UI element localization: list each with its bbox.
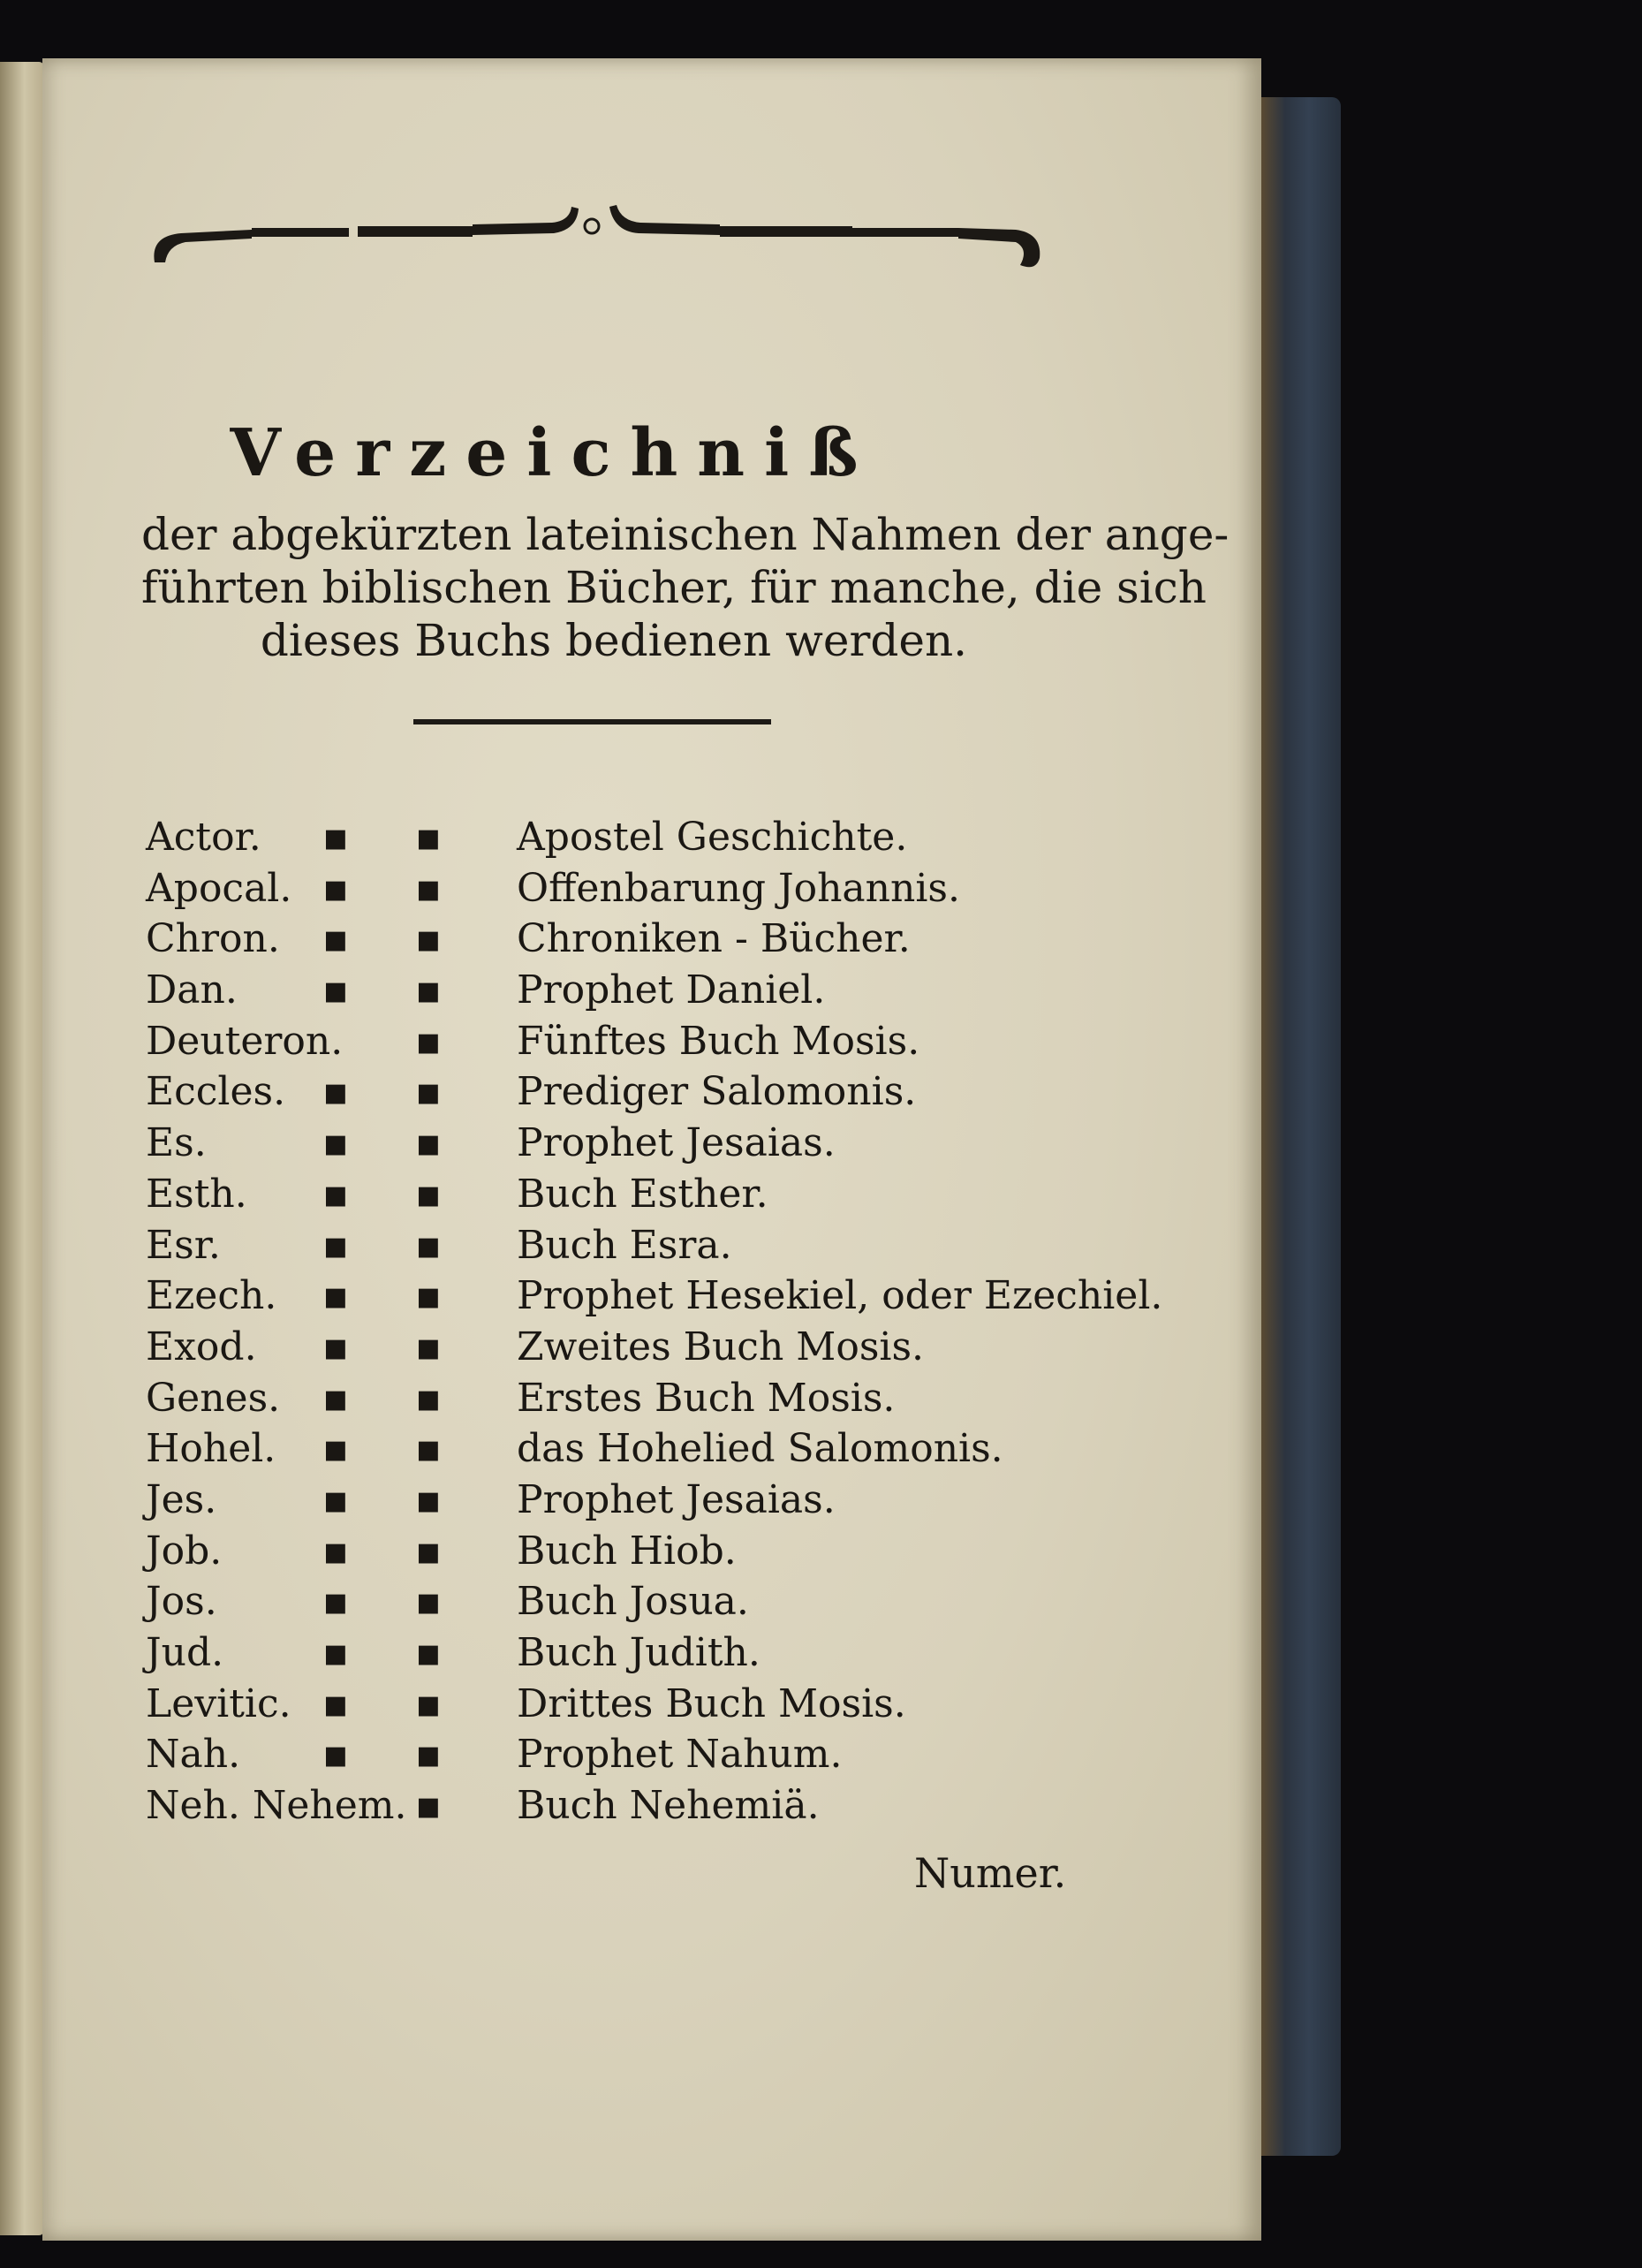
list-item (146, 1273, 1163, 1324)
book-name: Zweites Buch Mosis. (517, 1324, 925, 1369)
list-item (146, 967, 1073, 1019)
leader-dot: ▪ (322, 1680, 349, 1726)
leader-dot: ▪ (322, 916, 349, 962)
list-item (146, 1376, 1073, 1427)
list-item (146, 916, 1073, 967)
list-item (146, 1172, 1073, 1223)
abbreviation: Levitic. (146, 1680, 291, 1726)
abbreviation: Nah. (146, 1732, 241, 1778)
abbreviation: Genes. (146, 1375, 281, 1421)
book-name: Buch Esther. (517, 1171, 768, 1217)
leader-dot: ▪ (322, 1375, 349, 1421)
book-name: Buch Josua. (517, 1579, 749, 1625)
list-item (146, 866, 1073, 917)
book-name: Offenbarung Johannis. (517, 865, 960, 911)
book-name: Fünftes Buch Mosis. (517, 1018, 920, 1064)
abbreviation: Hohel. (146, 1426, 276, 1472)
list-item (146, 1223, 1073, 1274)
leader-dot: ▪ (415, 967, 442, 1013)
leader-dot: ▪ (322, 1476, 349, 1522)
list-item (146, 815, 1073, 866)
book-name: Drittes Buch Mosis. (517, 1680, 906, 1726)
leader-dot: ▪ (322, 1069, 349, 1115)
abbreviation: Dan. (146, 967, 238, 1013)
leader-dot: ▪ (415, 1018, 442, 1064)
divider-rule (413, 719, 771, 724)
leader-dot: ▪ (415, 1375, 442, 1421)
leader-dot: ▪ (322, 1120, 349, 1166)
book-name: Erstes Buch Mosis. (517, 1375, 896, 1421)
left-page-edge (0, 62, 44, 2235)
leader-dot: ▪ (415, 1324, 442, 1369)
leader-dot: ▪ (415, 865, 442, 911)
abbreviation: Jud. (146, 1630, 224, 1675)
leader-dot: ▪ (415, 815, 442, 860)
book-cover-edge (1261, 97, 1341, 2156)
list-item (146, 1630, 1073, 1681)
leader-dot: ▪ (322, 1426, 349, 1472)
ornament-rule-icon (146, 187, 1047, 276)
book-name: Prophet Nahum. (517, 1732, 843, 1778)
abbreviation: Esr. (146, 1222, 221, 1268)
list-item (146, 1528, 1073, 1580)
abbreviation: Deuteron. (146, 1018, 344, 1064)
leader-dot: ▪ (322, 1579, 349, 1625)
leader-dot: ▪ (415, 1426, 442, 1472)
leader-dot: ▪ (415, 1069, 442, 1115)
leader-dot: ▪ (415, 1528, 442, 1574)
subtitle (141, 508, 1230, 667)
abbreviation: Job. (146, 1528, 223, 1574)
abbreviation: Jos. (146, 1579, 217, 1625)
book-name: Apostel Geschichte. (517, 815, 908, 860)
abbreviation: Exod. (146, 1324, 257, 1369)
book-name: Prophet Daniel. (517, 967, 826, 1013)
book-name: Prophet Jesaias. (517, 1476, 836, 1522)
abbreviation: Chron. (146, 916, 280, 962)
leader-dot: ▪ (415, 1171, 442, 1217)
leader-dot: ▪ (415, 1732, 442, 1778)
list-item (146, 1324, 1073, 1376)
list-item (146, 1732, 1073, 1783)
subtitle-line: der abgekürzten lateinischen Nahmen der ange- (141, 509, 1230, 560)
leader-dot: ▪ (322, 967, 349, 1013)
abbreviation: Esth. (146, 1171, 247, 1217)
list-item (146, 1426, 1073, 1477)
book-name: Prediger Salomonis. (517, 1069, 917, 1115)
book-name: Buch Esra. (517, 1222, 732, 1268)
list-item (146, 1019, 1073, 1070)
leader-dot: ▪ (322, 815, 349, 860)
abbreviation: Actor. (146, 815, 261, 860)
list-item (146, 1681, 1073, 1733)
list-item (146, 1783, 1073, 1834)
book-name: Buch Nehemiä. (517, 1783, 820, 1829)
abbreviation: Jes. (146, 1476, 217, 1522)
leader-dot: ▪ (322, 1222, 349, 1268)
abbreviation: Apocal. (146, 865, 292, 911)
book-name: Buch Judith. (517, 1630, 760, 1675)
leader-dot: ▪ (415, 1222, 442, 1268)
book-name: das Hohelied Salomonis. (517, 1426, 1003, 1472)
list-item (146, 1477, 1073, 1528)
book-name: Buch Hiob. (517, 1528, 737, 1574)
leader-dot: ▪ (415, 1273, 442, 1319)
leader-dot: ▪ (322, 865, 349, 911)
subtitle-line: dieses Buchs bedienen werden. (260, 615, 968, 666)
list-item (146, 1120, 1073, 1172)
book-name: Prophet Jesaias. (517, 1120, 836, 1166)
leader-dot: ▪ (322, 1171, 349, 1217)
page-title: Verzeichniß (230, 415, 878, 491)
leader-dot: ▪ (322, 1273, 349, 1319)
abbreviation: Es. (146, 1120, 207, 1166)
leader-dot: ▪ (415, 1680, 442, 1726)
abbreviation: Ezech. (146, 1273, 277, 1319)
leader-dot: ▪ (415, 916, 442, 962)
abbreviation: Neh. Nehem. (146, 1783, 407, 1829)
catchword: Numer. (914, 1849, 1067, 1897)
leader-dot: ▪ (322, 1732, 349, 1778)
leader-dot: ▪ (322, 1630, 349, 1675)
leader-dot: ▪ (415, 1579, 442, 1625)
abbreviation-list (146, 815, 1163, 1834)
list-item (146, 1579, 1073, 1630)
leader-dot: ▪ (415, 1783, 442, 1829)
leader-dot: ▪ (322, 1324, 349, 1369)
leader-dot: ▪ (415, 1476, 442, 1522)
leader-dot: ▪ (415, 1630, 442, 1675)
book-name: Chroniken - Bücher. (517, 916, 911, 962)
abbreviation: Eccles. (146, 1069, 286, 1115)
list-item (146, 1069, 1073, 1120)
leader-dot: ▪ (322, 1528, 349, 1574)
book-name: Prophet Hesekiel, oder Ezechiel. (517, 1273, 1163, 1319)
subtitle-line: führten biblischen Bücher, für manche, die sich (141, 562, 1207, 613)
leader-dot: ▪ (415, 1120, 442, 1166)
